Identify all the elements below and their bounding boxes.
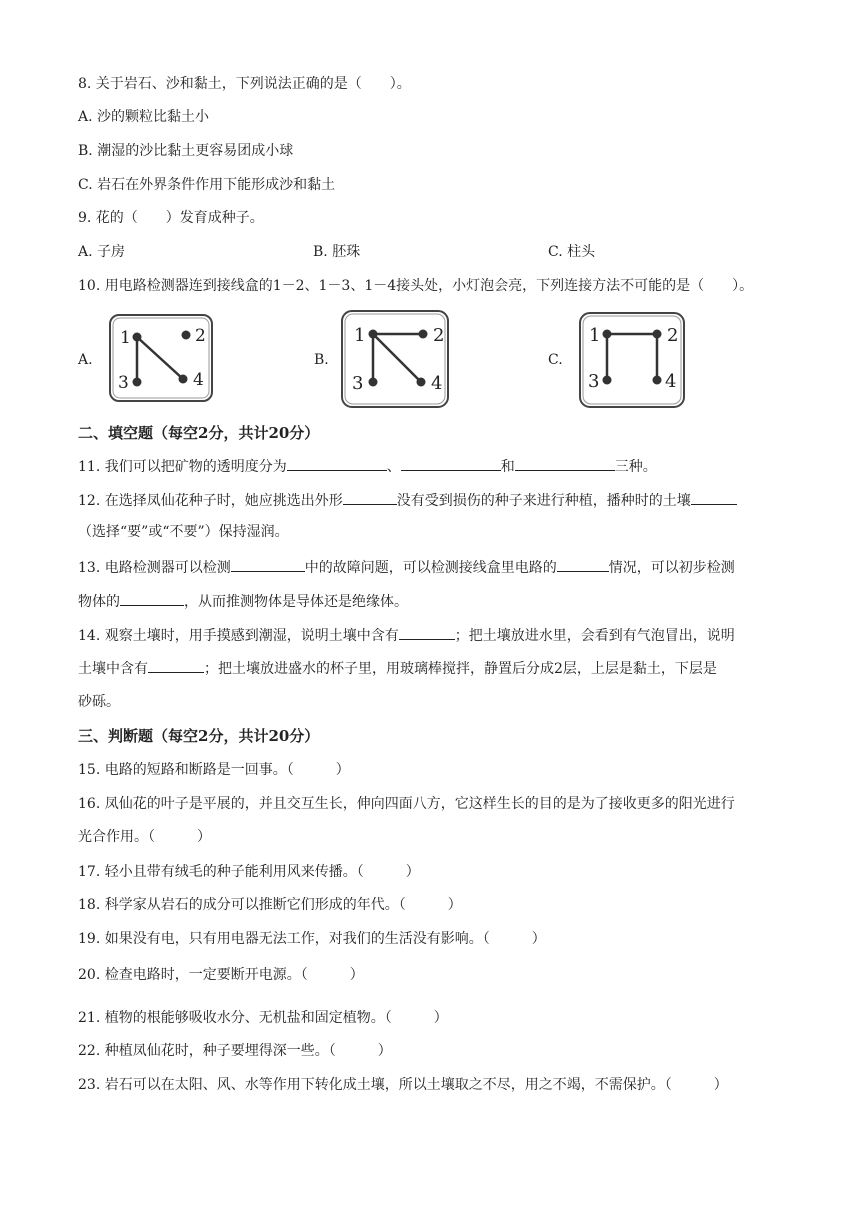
section-true-false-heading: 三、判断题（每空2分，共计20分） [78,727,320,745]
question-10: 10. 用电路检测器连到接线盒的1－2、1－3、1－4接头处，小灯泡会亮，下列连接方法不可能的是（ ）。 [78,278,754,294]
question-8-option-a: A. 沙的颗粒比黏土小 [78,109,210,125]
circuit-box-diagram-c [577,310,687,410]
question-15: 15. 电路的短路和断路是一回事。（ ） [78,762,350,778]
answer-blank[interactable] [120,591,184,606]
question-9-option-c: C. 柱头 [548,244,596,260]
answer-blank[interactable] [231,557,305,572]
section-fill-in-heading: 二、填空题（每空2分，共计20分） [78,424,320,442]
question-16-line-1: 16. 凤仙花的叶子是平展的，并且交互生长，伸向四面八方，它这样生长的目的是为了接收更多的阳光进行 [78,796,735,812]
svg-text:2: 2 [195,326,206,346]
svg-text:1: 1 [120,328,131,348]
circuit-box-diagram-b [339,308,451,410]
svg-text:1: 1 [354,325,366,346]
answer-blank[interactable] [287,456,387,471]
question-9-option-b: B. 胚珠 [313,244,361,260]
question-20: 20. 检查电路时，一定要断开电源。（ ） [78,967,364,983]
question-8-option-b: B. 潮湿的沙比黏土更容易团成小球 [78,143,294,159]
question-8-option-c: C. 岩石在外界条件作用下能形成沙和黏土 [78,177,336,193]
answer-blank[interactable] [343,490,397,505]
question-12-line-1: 12. 在选择凤仙花种子时，她应挑选出外形 没有受到损伤的种子来进行种植，播种时的土壤 [78,490,737,511]
svg-text:2: 2 [667,325,679,346]
svg-text:3: 3 [588,371,600,392]
svg-text:4: 4 [665,371,677,392]
question-10-option-b-label: B. [314,352,329,368]
question-12-line-2: （选择“要”或“不要”）保持湿润。 [78,524,289,540]
question-13-line-2: 物体的 ，从而推测物体是导体还是绝缘体。 [78,591,408,612]
question-23: 23. 岩石可以在太阳、风、水等作用下转化成土壤，所以土壤取之不尽，用之不竭，不需保护。（ ） [78,1077,728,1093]
circuit-box-diagram-a [106,312,216,404]
answer-blank[interactable] [691,490,737,505]
question-14-line-2: 土壤中含有 ；把土壤放进盛水的杯子里，用玻璃棒搅拌，静置后分成2层，上层是黏土，下层是 [78,658,717,679]
question-14-line-3: 砂砾。 [78,694,120,710]
question-22: 22. 种植凤仙花时，种子要埋得深一些。（ ） [78,1043,392,1059]
question-16-line-2: 光合作用。（ ） [78,829,211,845]
svg-text:4: 4 [193,370,204,390]
svg-text:2: 2 [433,325,445,346]
answer-blank[interactable] [148,658,204,673]
question-17: 17. 轻小且带有绒毛的种子能利用风来传播。（ ） [78,864,420,880]
question-10-option-a-label: A. [78,352,93,368]
svg-text:3: 3 [352,373,364,394]
question-18: 18. 科学家从岩石的成分可以推断它们形成的年代。（ ） [78,897,462,913]
svg-text:4: 4 [431,373,443,394]
question-9: 9. 花的（ ）发育成种子。 [78,210,264,226]
answer-blank[interactable] [399,625,455,640]
question-19: 19. 如果没有电，只有用电器无法工作，对我们的生活没有影响。（ ） [78,931,546,947]
question-9-option-a: A. 子房 [78,244,126,260]
question-10-option-c-label: C. [548,352,563,368]
answer-blank[interactable] [515,456,615,471]
question-14-line-1: 14. 观察土壤时，用手摸感到潮湿，说明土壤中含有 ；把土壤放进水里，会看到有气泡冒出，说明 [78,625,735,646]
svg-text:1: 1 [589,325,601,346]
question-8: 8. 关于岩石、沙和黏土，下列说法正确的是（ ）。 [78,76,411,92]
svg-text:3: 3 [118,373,129,393]
answer-blank[interactable] [401,456,501,471]
answer-blank[interactable] [557,557,609,572]
question-13-line-1: 13. 电路检测器可以检测 中的故障问题，可以检测接线盒里电路的 情况，可以初步检测 [78,557,735,578]
question-11: 11. 我们可以把矿物的透明度分为 、 和 三种。 [78,456,657,477]
question-21: 21. 植物的根能够吸收水分、无机盐和固定植物。（ ） [78,1010,448,1026]
